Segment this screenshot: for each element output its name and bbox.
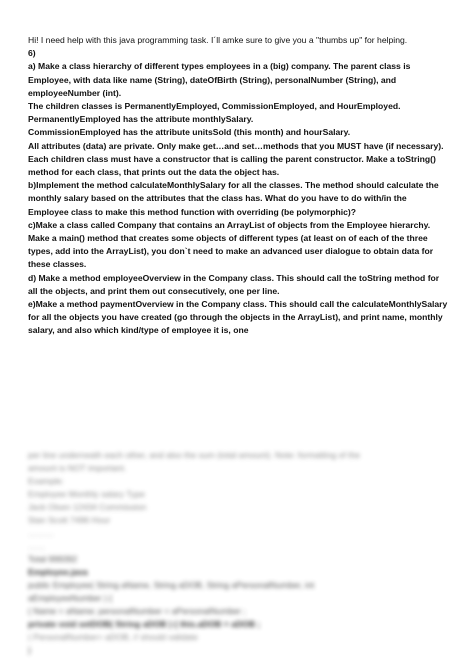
blurred-line: per line underneath each other, and also the sum (total amount). Note: formatting of the (28, 450, 361, 460)
blurred-line: Employee.java (28, 567, 88, 577)
blurred-line: } (28, 645, 31, 655)
paragraph-d: d) Make a method employeeOverview in the Company class. This should call the toString method for all the objects, and print them out consecutively, one per line. (28, 272, 440, 296)
question-text (28, 34, 448, 338)
paragraph-children: The children classes is PermanentlyEmployed, CommissionEmployed, and HourEmployed. (28, 101, 401, 112)
blurred-line: Jack Olsen 12434 Commission (28, 502, 147, 512)
blurred-line: ( PersonalNumber= aDOB, // should validate (28, 632, 198, 642)
blurred-line: Example: (28, 476, 64, 486)
blurred-line: Employee Monthly salary Type (28, 489, 145, 499)
blurred-line: …… (28, 541, 46, 551)
paragraph-constructor: Each children class must have a constructor that is calling the parent constructor. Make a toString() method for each class, that prints out the data the object has. (28, 153, 436, 178)
paragraph-attributes: All attributes (data) are private. Only make get…and set…methods that you MUST have (if necessary). (28, 140, 444, 151)
paragraph-c: c)Make a class called Company that contains an ArrayList of objects from the Employee hierarchy. Make a main() method that creates some objects of different types (at least on of each of the three types, add into the ArrayList), you don`t need to make an advanced user dialogue to obtain data for these classes. (28, 219, 434, 270)
blurred-line: aEmployeeNumber ) { (28, 593, 113, 603)
intro-paragraph: Hi! I need help with this java programming task. I´ll amke sure to give you a "thumbs up" for helping. (28, 35, 408, 45)
paragraph-a: a) Make a class hierarchy of different types employees in a (big) company. The parent class is Employee, with data like name (String), dateOfBirth (String), personalNumber (String), and employeeNumber (int). (28, 61, 411, 98)
paragraph-permanent: PermanentlyEmployed has the attribute monthlySalary. (28, 114, 254, 125)
paragraph-e: e)Make a method paymentOverview in the Company class. This should call the calculateMonthlySalary for all the objects you have created (go through the objects in the ArrayList), and print name, monthly salary, and also which kind/type of employee it is, one (28, 299, 448, 336)
paragraph-commission: CommissionEmployed has the attribute unitsSold (this month) and hourSalary. (28, 127, 351, 138)
blurred-line: amount is NOT important. (28, 463, 127, 473)
paragraph-b: b)Implement the method calculateMonthlySalary for all the classes. The method should calculate the monthly salary based on the attributes that the class has. What do you have to do with/in the Employee class to make this method function with overriding (be polymorphic)? (28, 180, 439, 217)
blurred-line: ……… (28, 528, 54, 538)
blurred-line: Stan Scott 7496 Hour (28, 515, 111, 525)
blurred-line: public Employee( String aName, String aDOB, String aPersonalNumber, int (28, 580, 315, 590)
blurred-line: private void setDOB( String aDOB ) { this.aDOB = aDOB ; (28, 619, 261, 629)
blurred-line: Total 999392 (28, 554, 78, 564)
question-number: 6) (28, 48, 36, 59)
blurred-answer-section (28, 449, 448, 657)
blurred-line: ( Name = aName; personalNumber = aPersonalNumber ; (28, 606, 246, 616)
